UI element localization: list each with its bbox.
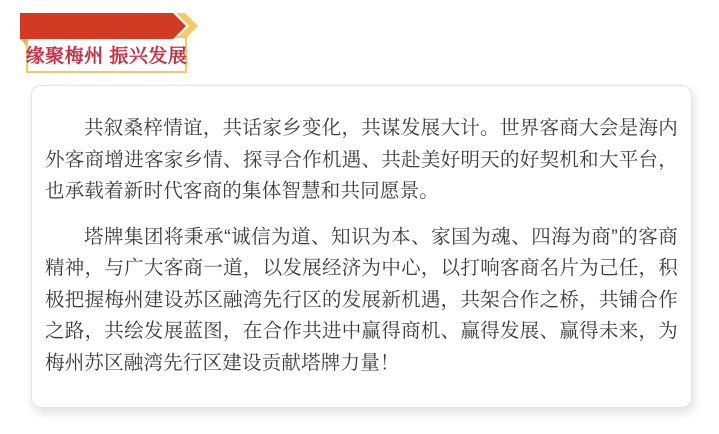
section-title-badge — [26, 36, 187, 73]
section-title: 缘聚梅州 振兴发展 — [25, 46, 188, 67]
ribbon-banner — [20, 13, 186, 39]
article-paragraph: 塔牌集团将秉承“诚信为道、知识为本、家国为魂、四海为商”的客商精神，与广大客商一道，以发展经济为中心，以打响客商名片为己任，积极把握梅州建设苏区融湾先行区的发展新机遇，共架合作之桥，共铺合作之路，共绘发展蓝图，在合作共进中赢得商机、赢得发展、赢得未来，为梅州苏区融湾先行区建设贡献塔牌力量！ — [45, 225, 678, 374]
article-paragraph: 共叙桑梓情谊，共话家乡变化，共谋发展大计。世界客商大会是海内外客商增进客家乡情、探寻合作机遇、共赴美好明天的好契机和大平台，也承载着新时代客商的集体智慧和共同愿景。 — [45, 117, 678, 202]
article-card — [31, 85, 692, 408]
